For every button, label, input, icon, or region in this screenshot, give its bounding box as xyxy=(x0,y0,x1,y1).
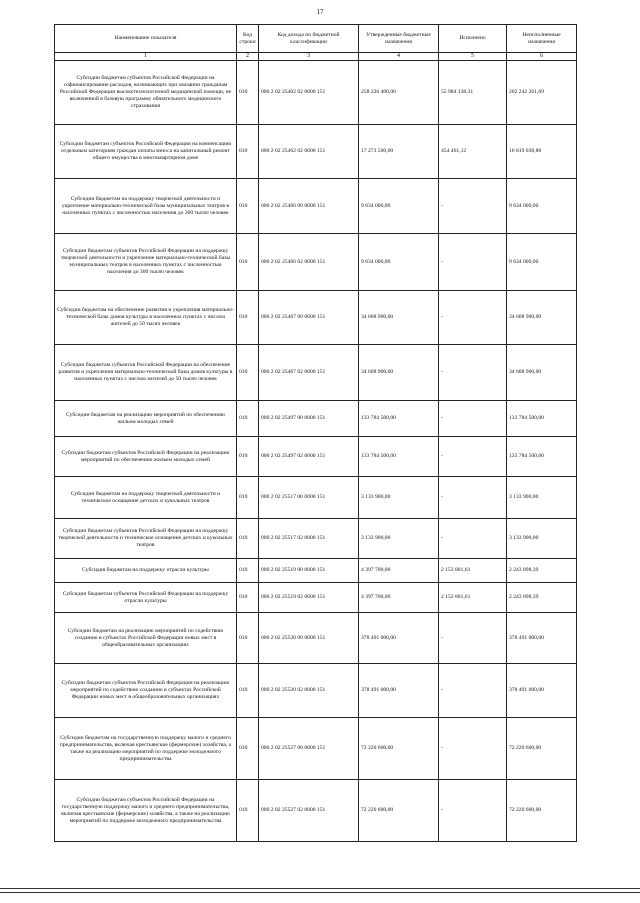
row-approved: 4 397 700,00 xyxy=(359,583,439,613)
row-approved: 133 784 500,00 xyxy=(359,437,439,477)
row-name: Субсидии бюджетам субъектов Российской Федерации на поддержку творческой деятельности и укрепление материально-технической базы муниципальных театров в населенных пунктах с численностью населения до 300 тысяч человек xyxy=(55,234,237,291)
table-row xyxy=(55,61,577,125)
row-approved: 34 608 900,00 xyxy=(359,345,439,401)
column-number: 4 xyxy=(359,53,439,61)
column-number: 3 xyxy=(259,53,359,61)
row-remaining: 3 133 900,00 xyxy=(507,519,577,559)
row-kbk: 000 2 02 25467 00 0000 151 xyxy=(259,291,359,345)
row-remaining: 72 220 600,00 xyxy=(507,780,577,842)
row-approved: 9 634 000,00 xyxy=(359,179,439,234)
row-executed: - xyxy=(439,401,507,437)
row-executed: - xyxy=(439,179,507,234)
row-executed: 454 461,12 xyxy=(439,125,507,179)
table-row xyxy=(55,559,577,583)
row-remaining: 3 133 900,00 xyxy=(507,477,577,519)
row-kbk: 000 2 02 25527 02 0000 151 xyxy=(259,780,359,842)
row-name: Субсидии бюджетам субъектов Российской Федерации на поддержку творческой деятельности и техническое оснащение детских и кукольных театров xyxy=(55,519,237,559)
row-kbk: 000 2 02 25520 02 0000 151 xyxy=(259,664,359,718)
header-code: Код строки xyxy=(237,25,259,53)
row-remaining: 2 243 898,39 xyxy=(507,583,577,613)
row-executed: - xyxy=(439,291,507,345)
table-row xyxy=(55,345,577,401)
row-name: Субсидия бюджетам на поддержку отрасли культуры xyxy=(55,559,237,583)
row-remaining: 202 242 261,69 xyxy=(507,61,577,125)
header-remaining: Неисполненные назначения xyxy=(507,25,577,53)
row-approved: 9 634 000,00 xyxy=(359,234,439,291)
row-executed: 2 153 801,61 xyxy=(439,583,507,613)
header-executed: Исполнено xyxy=(439,25,507,53)
row-approved: 72 220 600,00 xyxy=(359,718,439,780)
row-remaining: 2 243 898,39 xyxy=(507,559,577,583)
row-code: 010 xyxy=(237,345,259,401)
row-remaining: 133 784 500,00 xyxy=(507,401,577,437)
row-code: 010 xyxy=(237,583,259,613)
row-remaining: 9 634 000,00 xyxy=(507,179,577,234)
row-name: Субсидии бюджетам на обеспечение развития и укрепления материально-технической базы домов культуры в населенных пунктах с числом жителей до 50 тысяч человек xyxy=(55,291,237,345)
row-name: Субсидии бюджетам на реализацию мероприятий по обеспечению жильем молодых семей xyxy=(55,401,237,437)
row-approved: 258 226 400,00 xyxy=(359,61,439,125)
table-row xyxy=(55,519,577,559)
row-name: Субсидии бюджетам субъектов Российской Федерации на государственную поддержку малого и среднего предпринимательства, включая крестьянские (фермерские) хозяйства, а также на реализацию мероприятий по поддержке молодежного предпринимательства xyxy=(55,780,237,842)
row-code: 010 xyxy=(237,291,259,345)
row-name: Субсидии бюджетам субъектов Российской Федерации на компенсацию отдельным категориям граждан оплаты взноса на капитальный ремонт общего имущества в многоквартирном доме xyxy=(55,125,237,179)
row-remaining: 72 220 600,00 xyxy=(507,718,577,780)
column-number: 1 xyxy=(55,53,237,61)
row-approved: 378 491 000,00 xyxy=(359,613,439,664)
row-executed: - xyxy=(439,613,507,664)
budget-report-table xyxy=(54,24,577,842)
row-approved: 34 608 900,00 xyxy=(359,291,439,345)
table-body xyxy=(55,61,577,842)
row-code: 010 xyxy=(237,437,259,477)
row-kbk: 000 2 02 25519 02 0000 151 xyxy=(259,583,359,613)
row-kbk: 000 2 02 25517 00 0000 151 xyxy=(259,477,359,519)
row-kbk: 000 2 02 25497 02 0000 151 xyxy=(259,437,359,477)
row-name: Субсидии бюджетам на реализацию мероприятий по содействию созданию в субъектах Российской Федерации новых мест в общеобразовательных организациях xyxy=(55,613,237,664)
row-kbk: 000 2 02 25466 00 0000 151 xyxy=(259,179,359,234)
header-name: Наименование показателя xyxy=(55,25,237,53)
table-row xyxy=(55,613,577,664)
table-row xyxy=(55,780,577,842)
table-row xyxy=(55,234,577,291)
row-remaining: 34 608 900,00 xyxy=(507,345,577,401)
row-approved: 72 220 600,00 xyxy=(359,780,439,842)
row-remaining: 378 491 000,00 xyxy=(507,664,577,718)
row-executed: - xyxy=(439,345,507,401)
row-code: 010 xyxy=(237,179,259,234)
column-number: 5 xyxy=(439,53,507,61)
row-name: Субсидии бюджетам на поддержку творческой деятельности и техническое оснащение детских и кукольных театров xyxy=(55,477,237,519)
row-name: Субсидии бюджетам субъектов Российской Федерации на реализацию мероприятий по содействию созданию в субъектах Российской Федерации новых мест в общеобразовательных организациях xyxy=(55,664,237,718)
row-code: 010 xyxy=(237,613,259,664)
table-row xyxy=(55,291,577,345)
row-approved: 4 397 700,00 xyxy=(359,559,439,583)
row-name: Субсидии бюджетам субъектов Российской Федерации на реализацию мероприятий по обеспечению жильем молодых семей xyxy=(55,437,237,477)
row-kbk: 000 2 02 25497 00 0000 151 xyxy=(259,401,359,437)
footer-divider xyxy=(0,888,640,889)
row-remaining: 378 491 000,00 xyxy=(507,613,577,664)
table-row xyxy=(55,125,577,179)
row-code: 010 xyxy=(237,125,259,179)
table-row xyxy=(55,477,577,519)
row-code: 010 xyxy=(237,519,259,559)
row-name: Субсидии бюджетам на поддержку творческой деятельности и укрепление материально-технической базы муниципальных театров в населенных пунктах с численностью населения до 300 тысяч человек xyxy=(55,179,237,234)
row-code: 010 xyxy=(237,234,259,291)
row-executed: - xyxy=(439,664,507,718)
row-approved: 3 133 900,00 xyxy=(359,477,439,519)
row-kbk: 000 2 02 25462 02 0000 151 xyxy=(259,125,359,179)
row-code: 010 xyxy=(237,559,259,583)
table-row xyxy=(55,718,577,780)
row-executed: 2 153 801,61 xyxy=(439,559,507,583)
row-kbk: 000 2 02 25517 02 0000 151 xyxy=(259,519,359,559)
row-name: Субсидии бюджетам субъектов Российской Федерации на поддержку отрасли культуры xyxy=(55,583,237,613)
column-number: 2 xyxy=(237,53,259,61)
row-name: Субсидии бюджетам субъектов Российской Федерации на софинансирование расходов, возникающих при оказании гражданам Российской Федерации высокотехнологичной медицинской помощи, не включенной в базовую программу обязательного медицинского страхования xyxy=(55,61,237,125)
column-number-row xyxy=(55,53,577,61)
column-number: 6 xyxy=(507,53,577,61)
row-executed: - xyxy=(439,234,507,291)
table-row xyxy=(55,179,577,234)
row-name: Субсидии бюджетам на государственную поддержку малого и среднего предпринимательства, включая крестьянские (фермерские) хозяйства, а также на реализацию мероприятий по поддержке молодежного предпринимательства xyxy=(55,718,237,780)
row-remaining: 133 784 500,00 xyxy=(507,437,577,477)
row-code: 010 xyxy=(237,61,259,125)
table-row xyxy=(55,664,577,718)
header-kbk: Код дохода по бюджетной классификации xyxy=(259,25,359,53)
row-approved: 17 273 500,00 xyxy=(359,125,439,179)
row-kbk: 000 2 02 25527 00 0000 151 xyxy=(259,718,359,780)
row-code: 010 xyxy=(237,477,259,519)
table-row xyxy=(55,437,577,477)
row-kbk: 000 2 02 25467 02 0000 151 xyxy=(259,345,359,401)
row-executed: 55 984 138,31 xyxy=(439,61,507,125)
row-approved: 378 491 000,00 xyxy=(359,664,439,718)
table-row xyxy=(55,583,577,613)
footer-divider xyxy=(0,892,640,893)
row-remaining: 34 608 900,00 xyxy=(507,291,577,345)
row-executed: - xyxy=(439,718,507,780)
row-approved: 3 133 900,00 xyxy=(359,519,439,559)
row-approved: 133 784 500,00 xyxy=(359,401,439,437)
row-code: 010 xyxy=(237,401,259,437)
page-number: 17 xyxy=(316,8,324,16)
row-kbk: 000 2 02 25402 02 0000 151 xyxy=(259,61,359,125)
row-code: 010 xyxy=(237,664,259,718)
header-approved: Утвержденные бюджетные назначения xyxy=(359,25,439,53)
row-kbk: 000 2 02 25520 00 0000 151 xyxy=(259,613,359,664)
row-executed: - xyxy=(439,477,507,519)
row-executed: - xyxy=(439,437,507,477)
row-remaining: 16 819 038,88 xyxy=(507,125,577,179)
row-executed: - xyxy=(439,780,507,842)
row-name: Субсидии бюджетам субъектов Российской Федерации на обеспечение развития и укрепления материально-технической базы домов культуры в населенных пунктах с числом жителей до 50 тысяч человек xyxy=(55,345,237,401)
row-remaining: 9 634 000,00 xyxy=(507,234,577,291)
row-executed: - xyxy=(439,519,507,559)
row-code: 010 xyxy=(237,780,259,842)
row-code: 010 xyxy=(237,718,259,780)
table-header xyxy=(55,25,577,61)
row-kbk: 000 2 02 25466 02 0000 151 xyxy=(259,234,359,291)
table-row xyxy=(55,401,577,437)
row-kbk: 000 2 02 25519 00 0000 151 xyxy=(259,559,359,583)
